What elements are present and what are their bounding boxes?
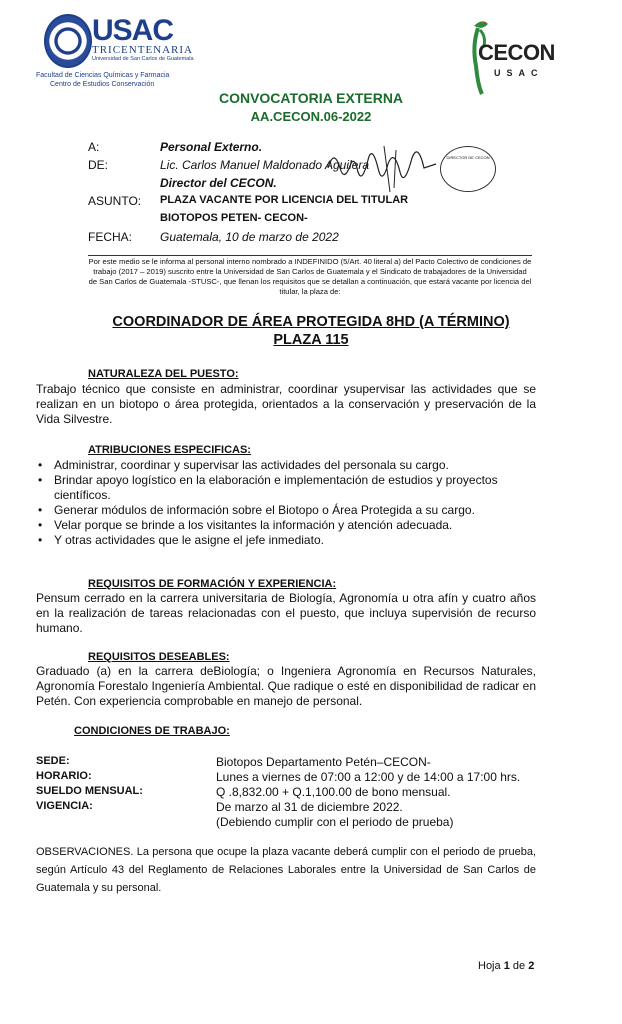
section-heading-deseables: REQUISITOS DESEABLES: [88, 651, 230, 663]
memo-to-label: A: [88, 140, 100, 154]
official-stamp [440, 146, 496, 192]
intro-paragraph: Por este medio se le informa al personal interno nombrado a INDEFINIDO (5/Art. 40 literal a) del Pacto Colectivo de condiciones de trabajo (2017 – 2019) suscrito entre la Universidad de San Carlos de Guatemala y el Sindicato de trabajadores de la Universidad de San Carlos de Guatemala -STUSC-, que llenan los requisitos que se detallan a continuación, que estará vacante por licencia del titular, la plaza de: [88, 257, 532, 296]
page-total: 2 [528, 960, 535, 972]
requisitos-text: Pensum cerrado en la carrera universitaria de Biología, Agronomía u otra afín y cuatro años en la realización de tareas relacionadas con el puesto, que incluya supervisión de recurso humano. [36, 591, 536, 635]
page-current: 1 [503, 960, 510, 972]
cecon-logo-title: CECON [478, 40, 555, 65]
sueldo-value: Q .8,832.00 + Q.1,100.00 de bono mensual. [216, 785, 451, 799]
document-title: CONVOCATORIA EXTERNA [218, 90, 404, 106]
naturaleza-text: Trabajo técnico que consiste en administrar, coordinar ysupervisar las actividades que se realizan en un biotopo o área protegida, orientados a la conservación y preservación de la Vida Silvestre. [36, 382, 536, 426]
sueldo-label: SUELDO MENSUAL: [36, 785, 143, 797]
plaza-number: PLAZA 115 [273, 332, 349, 348]
page-mid: de [512, 960, 526, 972]
memo-date-value: Guatemala, 10 de marzo de 2022 [160, 230, 339, 244]
usac-logo-title: USAC [92, 14, 174, 47]
horario-label: HORARIO: [36, 770, 92, 782]
usac-logo-subtitle: TRICENTENARIA [92, 44, 193, 56]
page-prefix: Hoja [478, 960, 501, 972]
center-name: Centro de Estudios Conservación [50, 81, 155, 88]
horario-value: Lunes a viernes de 07:00 a 12:00 y de 14:00 a 17:00 hrs. [216, 770, 521, 784]
section-heading-requisitos: REQUISITOS DE FORMACIÓN Y EXPERIENCIA: [88, 578, 337, 590]
page-number [478, 960, 534, 972]
memo-subject-label: ASUNTO: [88, 194, 142, 208]
memo-from-value: Lic. Carlos Manuel Maldonado Aguilera [160, 158, 370, 172]
list-item: • Administrar, coordinar y supervisar las actividades del personala su cargo. [36, 458, 536, 473]
usac-logo-university: Universidad de San Carlos de Guatemala [92, 56, 194, 62]
memo-subject-value-2: BIOTOPOS PETEN- CECON- [160, 212, 308, 224]
vigencia-note: (Debiendo cumplir con el periodo de prueba) [216, 815, 454, 829]
list-item: • Y otras actividades que le asigne el jefe inmediato. [36, 533, 536, 548]
list-item: • Velar porque se brinde a los visitantes la información y atención adecuada. [36, 518, 536, 533]
memo-from-role: Director del CECON. [160, 176, 277, 190]
section-heading-condiciones: CONDICIONES DE TRABAJO: [74, 725, 230, 737]
memo-to-value: Personal Externo. [160, 140, 263, 154]
vigencia-value: De marzo al 31 de diciembre 2022. [216, 800, 403, 814]
sede-value: Biotopos Departamento Petén–CECON- [216, 755, 431, 769]
document-code: AA.CECON.06-2022 [250, 109, 372, 124]
stamp-text: DIRECTOR DE CECON [446, 155, 490, 160]
observaciones-text: OBSERVACIONES. La persona que ocupe la plaza vacante deberá cumplir con el periodo de prueba, según Artículo 43 del Reglamento de Relaciones Laborales entre la Universidad de San Carlos de Guatemala y su personal. [36, 846, 536, 894]
memo-date-label: FECHA: [88, 230, 133, 244]
section-heading-naturaleza: NATURALEZA DEL PUESTO: [88, 368, 239, 380]
separator-line [88, 255, 532, 256]
usac-seal-logo [44, 14, 92, 68]
section-heading-atribuciones: ATRIBUCIONES ESPECIFICAS: [88, 444, 251, 456]
signature [324, 138, 442, 196]
list-item: • Generar módulos de información sobre el Biotopo o Área Protegida a su cargo. [36, 503, 536, 518]
cecon-logo-subtitle: USAC [494, 68, 544, 78]
list-item: • Brindar apoyo logístico en la elaboración e implementación de estudios y proyectos científicos. [36, 473, 536, 503]
atribuciones-list [36, 458, 536, 548]
memo-from-label: DE: [88, 158, 109, 172]
memo-subject-value: PLAZA VACANTE POR LICENCIA DEL TITULAR [160, 194, 409, 206]
faculty-name: Facultad de Ciencias Químicas y Farmacia [36, 72, 170, 79]
sede-label: SEDE: [36, 755, 70, 767]
deseables-text: Graduado (a) en la carrera deBiología; o Ingeniera Agronomía en Recursos Naturales, Agronomía Forestalo Ingeniería Ambiental. Que radique o esté en disponibilidad de radicar en Petén. Con experiencia comprobable en manejo de personal. [36, 664, 536, 708]
position-title: COORDINADOR DE ÁREA PROTEGIDA 8HD (A TÉRMINO) [112, 314, 510, 330]
vigencia-label: VIGENCIA: [36, 800, 93, 812]
